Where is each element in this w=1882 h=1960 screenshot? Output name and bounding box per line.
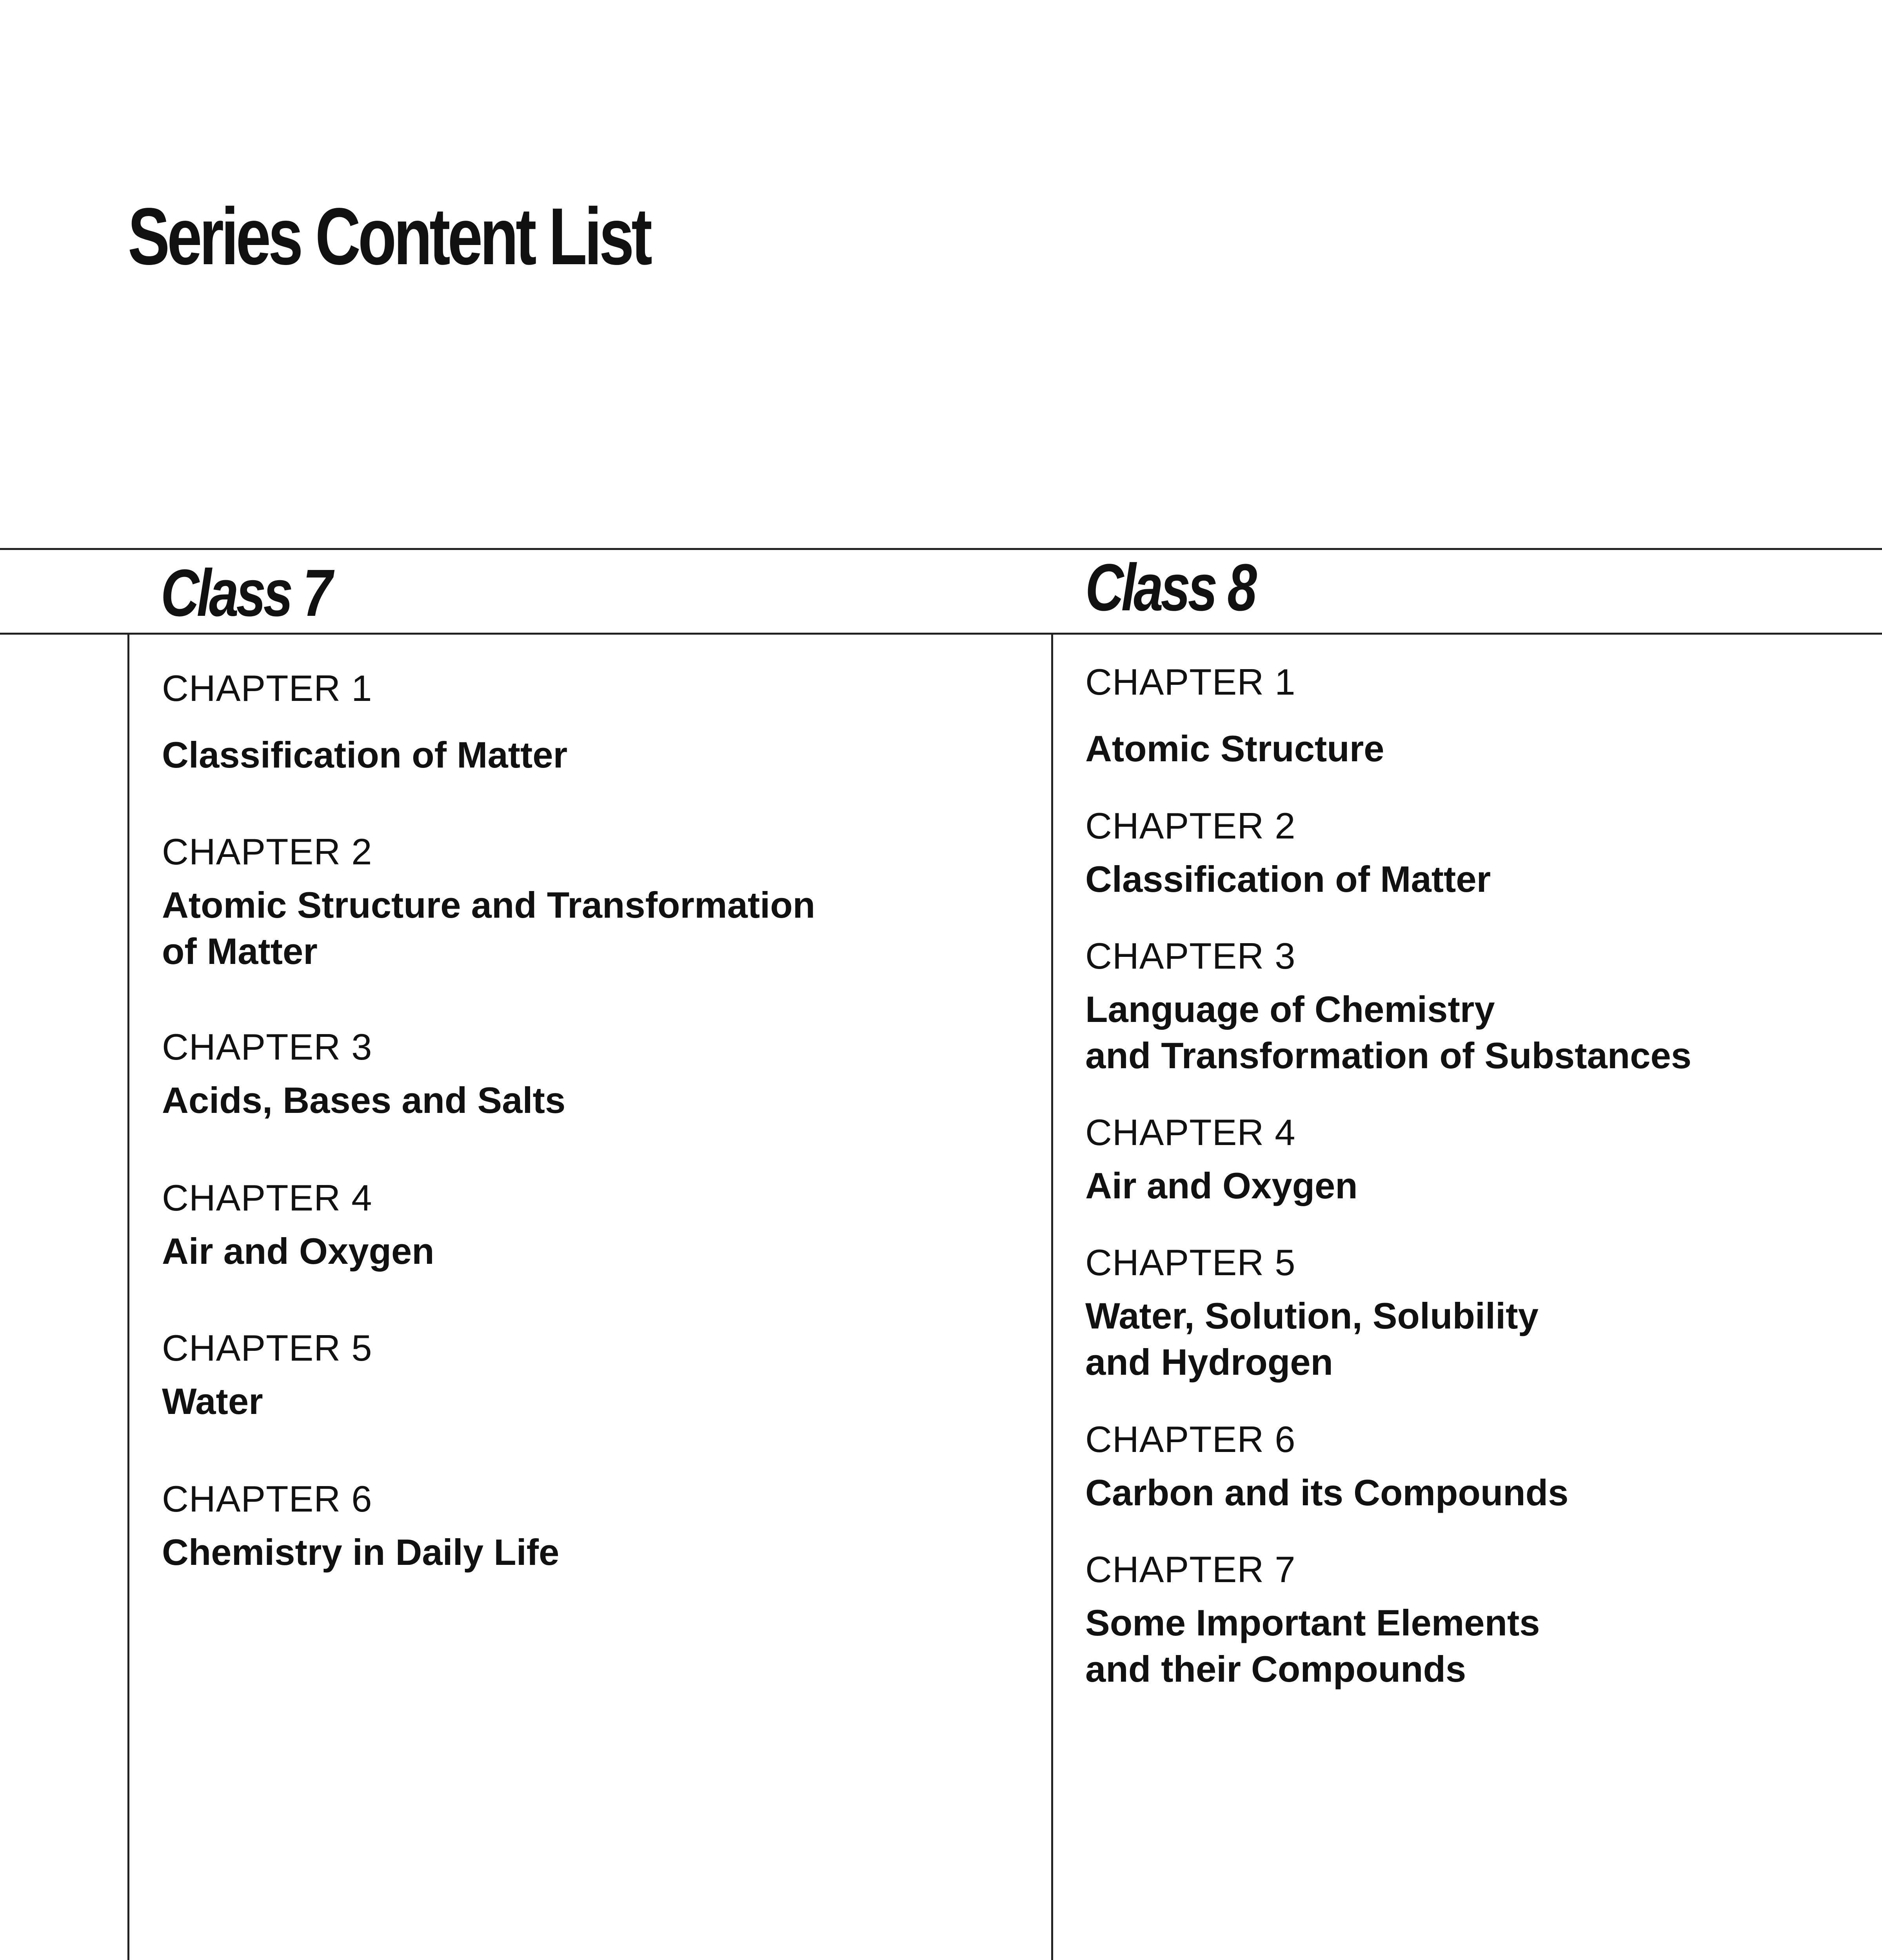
chapter-title: Air and Oxygen	[1085, 1165, 1358, 1206]
class-8-chapter-5	[1085, 1244, 1539, 1385]
class-7-chapter-1	[162, 670, 567, 778]
chapter-label: CHAPTER 5	[162, 1327, 372, 1368]
class-8-chapter-1	[1085, 661, 1384, 772]
class-8-chapter-4	[1085, 1114, 1358, 1209]
chapter-label: CHAPTER 5	[1085, 1242, 1296, 1283]
chapter-label: CHAPTER 6	[1085, 1419, 1296, 1460]
class-8-chapter-2	[1085, 805, 1491, 902]
chapter-label: CHAPTER 3	[162, 1026, 372, 1067]
chapter-title: Acids, Bases and Salts	[162, 1080, 566, 1121]
class-8-heading: Class 8	[1085, 550, 1255, 625]
chapter-title: Air and Oxygen	[162, 1230, 434, 1272]
chapter-label: CHAPTER 7	[1085, 1549, 1296, 1590]
left-column-rule	[127, 633, 129, 1960]
chapter-label: CHAPTER 1	[1085, 661, 1296, 702]
chapter-title: Carbon and its Compounds	[1085, 1472, 1569, 1513]
chapter-title: Language of Chemistry and Transformation of Substances	[1085, 989, 1692, 1076]
chapter-title: Classification of Matter	[162, 734, 568, 775]
chapter-label: CHAPTER 4	[162, 1177, 372, 1218]
chapter-label: CHAPTER 1	[162, 668, 372, 709]
class-7-chapter-2	[162, 833, 815, 975]
chapter-title: Water, Solution, Solubility and Hydrogen	[1085, 1295, 1539, 1383]
class-7-chapter-4	[162, 1177, 434, 1274]
chapter-label: CHAPTER 3	[1085, 935, 1296, 976]
chapter-title: Chemistry in Daily Life	[162, 1532, 560, 1573]
chapter-title: Some Important Elements and their Compounds	[1085, 1602, 1540, 1690]
class-8-chapter-7	[1085, 1551, 1540, 1692]
page-title: Series Content List	[128, 191, 650, 281]
chapter-label: CHAPTER 2	[162, 831, 372, 872]
chapter-title: Water	[162, 1381, 263, 1422]
column-divider-rule	[1051, 633, 1053, 1960]
chapter-label: CHAPTER 6	[162, 1478, 372, 1519]
class-7-chapter-3	[162, 1026, 566, 1123]
chapter-label: CHAPTER 2	[1085, 805, 1296, 846]
class-7-chapter-5	[162, 1327, 372, 1425]
chapter-title: Classification of Matter	[1085, 858, 1491, 900]
header-divider-rule	[0, 633, 1882, 635]
class-8-chapter-3	[1085, 935, 1692, 1079]
chapter-title: Atomic Structure and Transformation of Matter	[162, 884, 816, 972]
table-top-rule	[0, 548, 1882, 550]
class-8-chapter-6	[1085, 1421, 1568, 1516]
chapter-title: Atomic Structure	[1085, 728, 1384, 769]
chapter-label: CHAPTER 4	[1085, 1112, 1296, 1153]
class-7-chapter-6	[162, 1478, 560, 1575]
class-7-heading: Class 7	[161, 556, 330, 630]
